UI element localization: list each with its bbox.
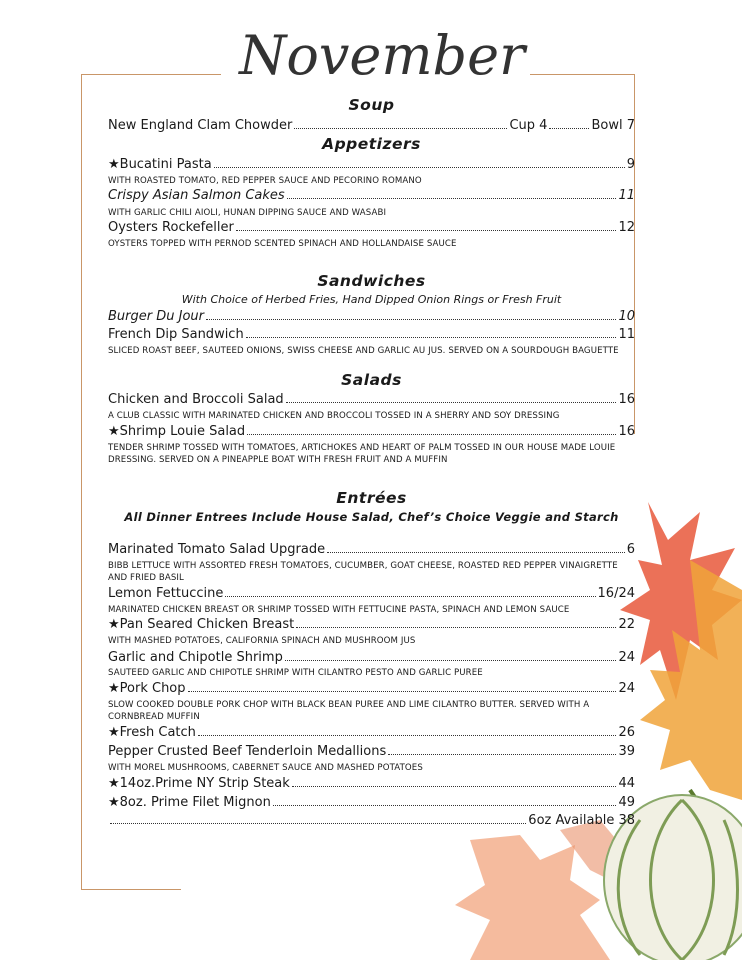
item-name: ★Bucatini Pasta (108, 157, 212, 172)
menu-item (108, 776, 635, 791)
item-description: OYSTERS TOPPED WITH PERNOD SCENTED SPINACH AND HOLLANDAISE SAUCE (108, 239, 457, 249)
item-name: ★14oz.Prime NY Strip Steak (108, 776, 290, 791)
section-heading-appetizers: Appetizers (322, 135, 421, 153)
item-description: WITH ROASTED TOMATO, RED PEPPER SAUCE AND PECORINO ROMANO (108, 176, 422, 186)
item-name: Crispy Asian Salmon Cakes (108, 188, 285, 203)
item-name: French Dip Sandwich (108, 327, 244, 342)
dot-leader (294, 128, 507, 129)
menu-item (108, 188, 635, 203)
menu-item (108, 795, 635, 810)
page-title-november (222, 14, 542, 94)
item-price: 16 (618, 424, 635, 439)
item-name: Chicken and Broccoli Salad (108, 392, 284, 407)
item-description: TENDER SHRIMP TOSSED WITH TOMATOES, ARTICHOKES AND HEART OF PALM TOSSED IN OUR HOUSE MADE LOUIE DRESSING. SERVED ON A PINEAPPLE BOAT WITH FRESH FRUIT AND A MUFFIN (108, 443, 616, 465)
dot-leader (286, 402, 617, 403)
item-name: ★8oz. Prime Filet Mignon (108, 795, 271, 810)
item-name: Marinated Tomato Salad Upgrade (108, 542, 326, 557)
item-price: 6 (626, 542, 635, 557)
dot-leader (549, 128, 589, 129)
dot-leader (292, 786, 617, 787)
item-name: Burger Du Jour (108, 309, 204, 324)
item-name: ★Pan Seared Chicken Breast (108, 617, 295, 632)
item-price: 39 (618, 744, 635, 759)
dot-leader (327, 552, 625, 553)
menu-item (108, 392, 635, 407)
dot-leader (273, 805, 617, 806)
dot-leader (388, 754, 616, 755)
section-heading-entrees: Entrées (336, 489, 407, 507)
dot-leader (296, 627, 616, 628)
menu-item (108, 327, 635, 342)
item-price: 24 (618, 681, 635, 696)
item-name: ★Fresh Catch (108, 725, 196, 740)
item-name: Lemon Fettuccine (108, 586, 224, 601)
item-price: 24 (618, 650, 635, 665)
section-heading-soup: Soup (348, 96, 395, 114)
menu-item (108, 220, 635, 235)
section-heading-salads: Salads (341, 371, 402, 389)
dot-leader (198, 735, 617, 736)
item-price: 49 (618, 795, 635, 810)
dot-leader (110, 823, 526, 824)
item-description: SAUTEED GARLIC AND CHIPOTLE SHRIMP WITH CILANTRO PESTO AND GARLIC PUREE (108, 668, 483, 678)
dot-leader (247, 434, 616, 435)
menu-item (108, 586, 635, 601)
menu-item (108, 650, 635, 665)
menu-item (108, 542, 635, 557)
item-name: Pepper Crusted Beef Tenderloin Medallions (108, 744, 387, 759)
menu-item (108, 813, 635, 828)
section-note-entrees: All Dinner Entrees Include House Salad, Chef’s Choice Veggie and Starch (124, 510, 619, 524)
menu-item-clam-chowder (108, 118, 635, 133)
item-description: WITH MASHED POTATOES, CALIFORNIA SPINACH AND MUSHROOM JUS (108, 636, 416, 646)
item-description: SLICED ROAST BEEF, SAUTEED ONIONS, SWISS CHEESE AND GARLIC AU JUS. SERVED ON A SOURDOUGH BAGUETTE (108, 346, 619, 356)
item-price: 22 (618, 617, 635, 632)
dot-leader (206, 319, 616, 320)
dot-leader (225, 596, 595, 597)
dot-leader (246, 337, 617, 338)
dot-leader (236, 230, 617, 231)
item-price: 10 (618, 309, 635, 324)
item-price: 16 (618, 392, 635, 407)
item-description: A CLUB CLASSIC WITH MARINATED CHICKEN AND BROCCOLI TOSSED IN A SHERRY AND SOY DRESSING (108, 411, 560, 421)
svg-text:November: November (239, 24, 525, 87)
dot-leader (287, 198, 617, 199)
item-price: 9 (626, 157, 635, 172)
item-price: 44 (618, 776, 635, 791)
menu-item (108, 157, 635, 172)
item-price-cup: Cup 4 (509, 118, 548, 133)
item-price: 16/24 (597, 586, 635, 601)
menu-item (108, 744, 635, 759)
menu-item (108, 617, 635, 632)
item-price: 12 (618, 220, 635, 235)
item-name: New England Clam Chowder (108, 118, 293, 133)
dot-leader (214, 167, 625, 168)
item-name: Garlic and Chipotle Shrimp (108, 650, 283, 665)
item-name: ★Pork Chop (108, 681, 186, 696)
menu-item (108, 424, 635, 439)
dot-leader (188, 691, 617, 692)
item-price: 11 (618, 327, 635, 342)
item-name: ★Shrimp Louie Salad (108, 424, 246, 439)
menu-item (108, 309, 635, 324)
section-heading-sandwiches: Sandwiches (317, 272, 426, 290)
item-description: MARINATED CHICKEN BREAST OR SHRIMP TOSSED WITH FETTUCINE PASTA, SPINACH AND LEMON SAUCE (108, 605, 570, 615)
item-description: SLOW COOKED DOUBLE PORK CHOP WITH BLACK BEAN PUREE AND LIME CILANTRO BUTTER. SERVED WITH A CORNBREAD MUFFIN (108, 700, 590, 722)
item-name: Oysters Rockefeller (108, 220, 234, 235)
menu-item (108, 681, 635, 696)
item-description: BIBB LETTUCE WITH ASSORTED FRESH TOMATOES, CUCUMBER, GOAT CHEESE, ROASTED RED PEPPER VINAIGRETTE AND FRIED BASIL (108, 561, 618, 583)
item-price: 6oz Available 38 (528, 813, 635, 828)
menu-item (108, 725, 635, 740)
item-description: WITH MOREL MUSHROOMS, CABERNET SAUCE AND MASHED POTATOES (108, 763, 423, 773)
item-description: WITH GARLIC CHILI AIOLI, HUNAN DIPPING SAUCE AND WASABI (108, 208, 387, 218)
item-price-bowl: Bowl 7 (591, 118, 635, 133)
item-price: 11 (618, 188, 635, 203)
section-note-sandwiches: With Choice of Herbed Fries, Hand Dipped Onion Rings or Fresh Fruit (181, 293, 562, 306)
dot-leader (285, 660, 617, 661)
item-price: 26 (618, 725, 635, 740)
